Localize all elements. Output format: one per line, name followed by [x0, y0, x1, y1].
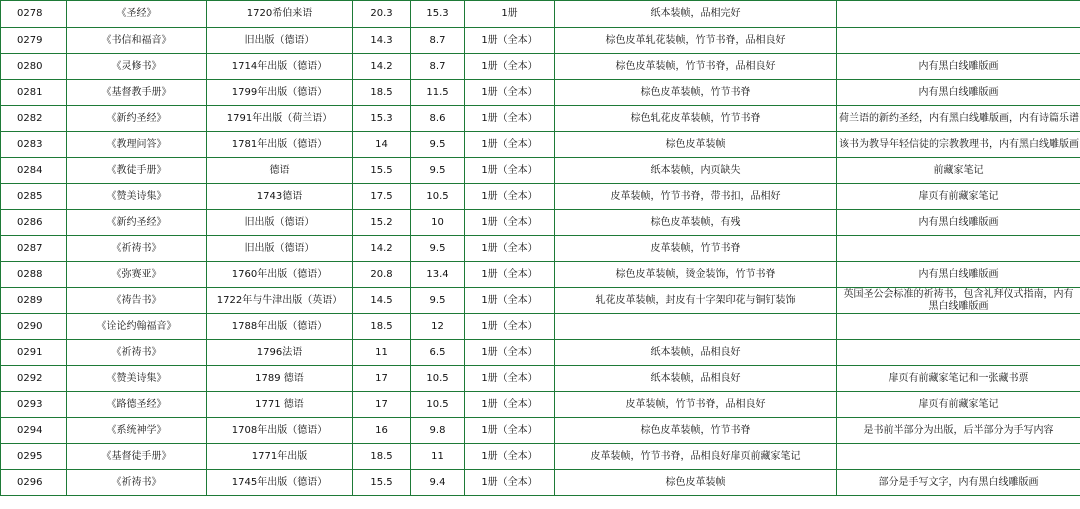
- cell-title[interactable]: 《祈祷书》: [67, 236, 207, 262]
- cell-width[interactable]: 9.8: [411, 418, 465, 444]
- cell-notes[interactable]: 部分是手写文字，内有黑白线雕版画: [837, 470, 1080, 496]
- cell-notes[interactable]: [837, 340, 1080, 366]
- table-row[interactable]: [1, 210, 1080, 236]
- cell-id[interactable]: 0279: [1, 28, 67, 54]
- cell-binding[interactable]: 棕色皮革装帧，竹节书脊: [555, 418, 837, 444]
- cell-height[interactable]: 20.8: [353, 262, 411, 288]
- cell-volumes[interactable]: 1册（全本）: [465, 80, 555, 106]
- table-row[interactable]: [1, 28, 1080, 54]
- cell-height[interactable]: 15.3: [353, 106, 411, 132]
- cell-edition[interactable]: 1781年出版（德语）: [207, 132, 353, 158]
- cell-volumes[interactable]: 1册（全本）: [465, 418, 555, 444]
- cell-title[interactable]: 《祈祷书》: [67, 470, 207, 496]
- cell-height[interactable]: 17: [353, 392, 411, 418]
- cell-width[interactable]: 10.5: [411, 366, 465, 392]
- cell-notes[interactable]: 内有黑白线雕版画: [837, 54, 1080, 80]
- cell-height[interactable]: 15.2: [353, 210, 411, 236]
- table-row[interactable]: [1, 158, 1080, 184]
- cell-height[interactable]: 17: [353, 366, 411, 392]
- cell-edition[interactable]: 1708年出版（德语）: [207, 418, 353, 444]
- cell-width[interactable]: 9.5: [411, 132, 465, 158]
- cell-notes[interactable]: 荷兰语的新约圣经，内有黑白线雕版画，内有诗篇乐谱: [837, 106, 1080, 132]
- cell-width[interactable]: 15.3: [411, 1, 465, 28]
- cell-id[interactable]: 0287: [1, 236, 67, 262]
- table-row[interactable]: [1, 444, 1080, 470]
- cell-binding[interactable]: 纸本装帧，品相良好: [555, 340, 837, 366]
- table-row[interactable]: [1, 54, 1080, 80]
- cell-title[interactable]: 《祈祷书》: [67, 340, 207, 366]
- cell-height[interactable]: 14.2: [353, 236, 411, 262]
- cell-title[interactable]: 《基督教手册》: [67, 80, 207, 106]
- cell-volumes[interactable]: 1册（全本）: [465, 470, 555, 496]
- cell-edition[interactable]: 1771年出版: [207, 444, 353, 470]
- cell-title[interactable]: 《路德圣经》: [67, 392, 207, 418]
- cell-width[interactable]: 6.5: [411, 340, 465, 366]
- table-row[interactable]: [1, 262, 1080, 288]
- cell-volumes[interactable]: 1册（全本）: [465, 106, 555, 132]
- cell-id[interactable]: 0285: [1, 184, 67, 210]
- cell-width[interactable]: 12: [411, 314, 465, 340]
- cell-edition[interactable]: 德语: [207, 158, 353, 184]
- cell-volumes[interactable]: 1册（全本）: [465, 28, 555, 54]
- cell-volumes[interactable]: 1册（全本）: [465, 288, 555, 314]
- table-row[interactable]: [1, 80, 1080, 106]
- cell-id[interactable]: 0293: [1, 392, 67, 418]
- cell-id[interactable]: 0278: [1, 1, 67, 28]
- table-row[interactable]: [1, 236, 1080, 262]
- cell-notes[interactable]: 内有黑白线雕版画: [837, 80, 1080, 106]
- cell-edition[interactable]: 1791年出版（荷兰语）: [207, 106, 353, 132]
- cell-binding[interactable]: 皮革装帧，竹节书脊，品相良好: [555, 392, 837, 418]
- cell-height[interactable]: 20.3: [353, 1, 411, 28]
- cell-width[interactable]: 9.5: [411, 236, 465, 262]
- cell-id[interactable]: 0296: [1, 470, 67, 496]
- cell-height[interactable]: 17.5: [353, 184, 411, 210]
- cell-edition[interactable]: 1745年出版（德语）: [207, 470, 353, 496]
- cell-height[interactable]: 11: [353, 340, 411, 366]
- cell-width[interactable]: 8.6: [411, 106, 465, 132]
- cell-volumes[interactable]: 1册（全本）: [465, 444, 555, 470]
- cell-title[interactable]: 《教理问答》: [67, 132, 207, 158]
- cell-width[interactable]: 13.4: [411, 262, 465, 288]
- cell-binding[interactable]: 纸本装帧，品相良好: [555, 366, 837, 392]
- cell-title[interactable]: 《灵修书》: [67, 54, 207, 80]
- cell-edition[interactable]: 1720希伯来语: [207, 1, 353, 28]
- cell-notes[interactable]: [837, 444, 1080, 470]
- table-row[interactable]: [1, 106, 1080, 132]
- cell-volumes[interactable]: 1册（全本）: [465, 158, 555, 184]
- cell-height[interactable]: 15.5: [353, 470, 411, 496]
- cell-notes[interactable]: 扉页有前藏家笔记和一张藏书票: [837, 366, 1080, 392]
- table-row[interactable]: [1, 392, 1080, 418]
- cell-title[interactable]: 《系统神学》: [67, 418, 207, 444]
- cell-height[interactable]: 18.5: [353, 444, 411, 470]
- cell-edition[interactable]: 1760年出版（德语）: [207, 262, 353, 288]
- cell-notes[interactable]: 前藏家笔记: [837, 158, 1080, 184]
- cell-binding[interactable]: [555, 314, 837, 340]
- table-body: [1, 1, 1080, 496]
- cell-volumes[interactable]: 1册（全本）: [465, 340, 555, 366]
- cell-width[interactable]: 9.4: [411, 470, 465, 496]
- cell-edition[interactable]: 旧出版（德语）: [207, 236, 353, 262]
- cell-title[interactable]: 《诠论约翰福音》: [67, 314, 207, 340]
- cell-edition[interactable]: 1771 德语: [207, 392, 353, 418]
- cell-edition[interactable]: 旧出版（德语）: [207, 28, 353, 54]
- cell-id[interactable]: 0283: [1, 132, 67, 158]
- cell-volumes[interactable]: 1册: [465, 1, 555, 28]
- cell-height[interactable]: 14.3: [353, 28, 411, 54]
- cell-title[interactable]: 《圣经》: [67, 1, 207, 28]
- cell-edition[interactable]: 旧出版（德语）: [207, 210, 353, 236]
- cell-id[interactable]: 0290: [1, 314, 67, 340]
- cell-title[interactable]: 《赞美诗集》: [67, 184, 207, 210]
- cell-id[interactable]: 0295: [1, 444, 67, 470]
- cell-id[interactable]: 0284: [1, 158, 67, 184]
- cell-binding[interactable]: 皮革装帧，竹节书脊，品相良好扉页前藏家笔记: [555, 444, 837, 470]
- cell-notes[interactable]: 英国圣公会标准的祈祷书，包含礼拜仪式指南，内有黑白线雕版画: [837, 288, 1080, 314]
- cell-height[interactable]: 18.5: [353, 80, 411, 106]
- cell-binding[interactable]: 棕色皮革装帧，烫金装饰，竹节书脊: [555, 262, 837, 288]
- table-row[interactable]: [1, 184, 1080, 210]
- cell-edition[interactable]: 1789 德语: [207, 366, 353, 392]
- cell-binding[interactable]: 轧花皮革装帧，封皮有十字架印花与铜钉装饰: [555, 288, 837, 314]
- cell-title[interactable]: 《赞美诗集》: [67, 366, 207, 392]
- cell-id[interactable]: 0286: [1, 210, 67, 236]
- cell-height[interactable]: 14.5: [353, 288, 411, 314]
- cell-title[interactable]: 《书信和福音》: [67, 28, 207, 54]
- cell-width[interactable]: 10.5: [411, 184, 465, 210]
- table-row[interactable]: [1, 1, 1080, 28]
- cell-volumes[interactable]: 1册（全本）: [465, 262, 555, 288]
- cell-title[interactable]: 《祷告书》: [67, 288, 207, 314]
- cell-width[interactable]: 8.7: [411, 54, 465, 80]
- cell-id[interactable]: 0281: [1, 80, 67, 106]
- cell-binding[interactable]: 皮革装帧，竹节书脊: [555, 236, 837, 262]
- cell-notes[interactable]: 内有黑白线雕版画: [837, 210, 1080, 236]
- cell-volumes[interactable]: 1册（全本）: [465, 132, 555, 158]
- cell-binding[interactable]: 棕色皮革装帧: [555, 470, 837, 496]
- cell-id[interactable]: 0292: [1, 366, 67, 392]
- cell-volumes[interactable]: 1册（全本）: [465, 366, 555, 392]
- cell-edition[interactable]: 1714年出版（德语）: [207, 54, 353, 80]
- cell-title[interactable]: 《新约圣经》: [67, 210, 207, 236]
- cell-binding[interactable]: 棕色皮革装帧，有残: [555, 210, 837, 236]
- cell-volumes[interactable]: 1册（全本）: [465, 54, 555, 80]
- cell-height[interactable]: 14: [353, 132, 411, 158]
- cell-height[interactable]: 15.5: [353, 158, 411, 184]
- cell-notes[interactable]: [837, 28, 1080, 54]
- cell-width[interactable]: 10: [411, 210, 465, 236]
- cell-id[interactable]: 0291: [1, 340, 67, 366]
- cell-edition[interactable]: 1743德语: [207, 184, 353, 210]
- cell-notes[interactable]: 扉页有前藏家笔记: [837, 392, 1080, 418]
- cell-notes[interactable]: 扉页有前藏家笔记: [837, 184, 1080, 210]
- cell-notes[interactable]: [837, 314, 1080, 340]
- cell-notes[interactable]: 是书前半部分为出版，后半部分为手写内容: [837, 418, 1080, 444]
- cell-width[interactable]: 9.5: [411, 288, 465, 314]
- cell-notes[interactable]: [837, 1, 1080, 28]
- cell-id[interactable]: 0294: [1, 418, 67, 444]
- cell-edition[interactable]: 1722年与牛津出版（英语）: [207, 288, 353, 314]
- cell-title[interactable]: 《弥赛亚》: [67, 262, 207, 288]
- cell-edition[interactable]: 1796法语: [207, 340, 353, 366]
- cell-id[interactable]: 0288: [1, 262, 67, 288]
- cell-volumes[interactable]: 1册（全本）: [465, 392, 555, 418]
- cell-width[interactable]: 9.5: [411, 158, 465, 184]
- cell-binding[interactable]: 纸本装帧，品相完好: [555, 1, 837, 28]
- cell-id[interactable]: 0280: [1, 54, 67, 80]
- cell-id[interactable]: 0282: [1, 106, 67, 132]
- cell-notes[interactable]: 内有黑白线雕版画: [837, 262, 1080, 288]
- cell-width[interactable]: 11: [411, 444, 465, 470]
- cell-width[interactable]: 8.7: [411, 28, 465, 54]
- cell-title[interactable]: 《教徒手册》: [67, 158, 207, 184]
- cell-volumes[interactable]: 1册（全本）: [465, 210, 555, 236]
- table-row[interactable]: [1, 340, 1080, 366]
- cell-notes[interactable]: 该书为教导年轻信徒的宗教教理书，内有黑白线雕版画: [837, 132, 1080, 158]
- table-row[interactable]: [1, 366, 1080, 392]
- cell-title[interactable]: 《新约圣经》: [67, 106, 207, 132]
- cell-binding[interactable]: 棕色皮革装帧，竹节书脊: [555, 80, 837, 106]
- cell-height[interactable]: 14.2: [353, 54, 411, 80]
- cell-id[interactable]: 0289: [1, 288, 67, 314]
- cell-binding[interactable]: 棕色轧花皮革装帧，竹节书脊: [555, 106, 837, 132]
- cell-edition[interactable]: 1788年出版（德语）: [207, 314, 353, 340]
- cell-volumes[interactable]: 1册（全本）: [465, 184, 555, 210]
- cell-binding[interactable]: 皮革装帧，竹节书脊，带书扣，品相好: [555, 184, 837, 210]
- cell-volumes[interactable]: 1册（全本）: [465, 236, 555, 262]
- table-row[interactable]: [1, 132, 1080, 158]
- cell-notes[interactable]: [837, 236, 1080, 262]
- table-row[interactable]: [1, 470, 1080, 496]
- cell-binding[interactable]: 棕色皮革轧花装帧，竹节书脊，品相良好: [555, 28, 837, 54]
- cell-height[interactable]: 18.5: [353, 314, 411, 340]
- cell-edition[interactable]: 1799年出版（德语）: [207, 80, 353, 106]
- table-row[interactable]: [1, 314, 1080, 340]
- table-row[interactable]: [1, 418, 1080, 444]
- cell-width[interactable]: 11.5: [411, 80, 465, 106]
- table-row[interactable]: [1, 288, 1080, 314]
- cell-width[interactable]: 10.5: [411, 392, 465, 418]
- cell-binding[interactable]: 纸本装帧，内页缺失: [555, 158, 837, 184]
- cell-volumes[interactable]: 1册（全本）: [465, 314, 555, 340]
- cell-title[interactable]: 《基督徒手册》: [67, 444, 207, 470]
- cell-binding[interactable]: 棕色皮革装帧，竹节书脊，品相良好: [555, 54, 837, 80]
- cell-binding[interactable]: 棕色皮革装帧: [555, 132, 837, 158]
- cell-height[interactable]: 16: [353, 418, 411, 444]
